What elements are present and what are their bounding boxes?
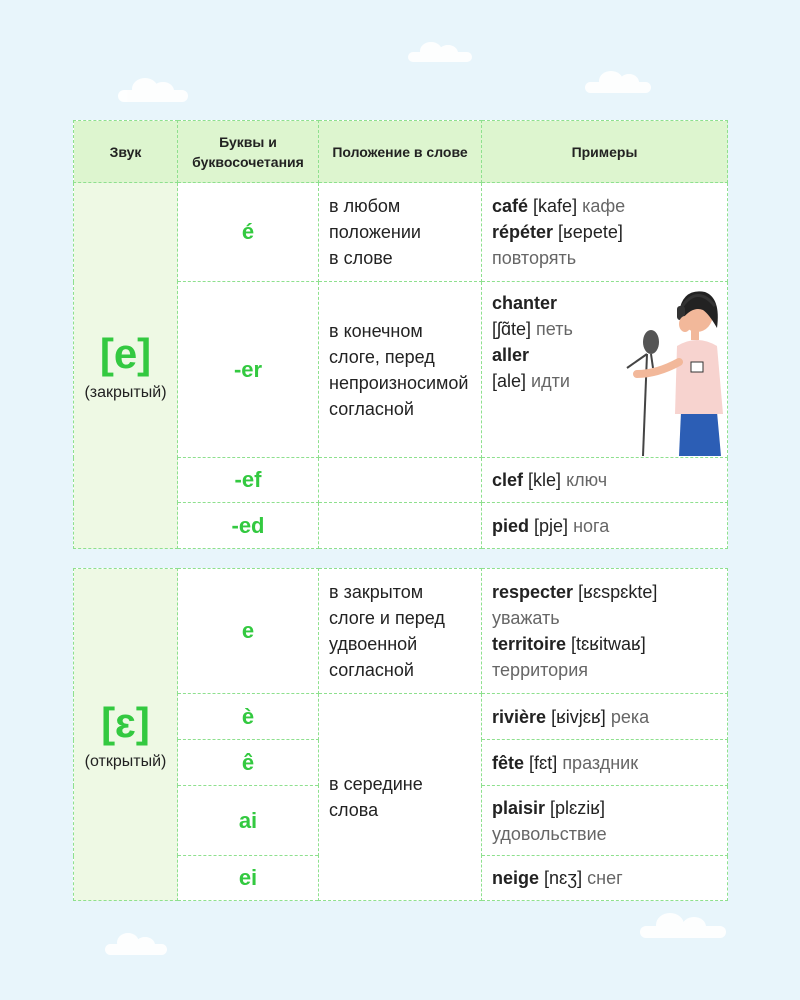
sound-cell-open xyxy=(74,569,178,901)
example-word: territoire xyxy=(492,634,567,654)
example-ipa: [pje] xyxy=(534,515,569,536)
example-word: fête xyxy=(492,752,525,773)
example-translation: кафе xyxy=(582,196,626,216)
example-ipa: [kle] xyxy=(528,470,562,490)
examples-cell xyxy=(482,503,728,549)
header-position: Положение в слове xyxy=(319,121,482,183)
header-letters: Буквы и буквосочетания xyxy=(178,121,319,183)
table-row xyxy=(74,183,728,282)
example-word: café xyxy=(492,196,529,216)
cloud-icon xyxy=(105,944,167,955)
example-translation: идти xyxy=(531,371,570,391)
singer-illustration xyxy=(617,284,727,456)
letters-cell: è xyxy=(178,694,319,740)
closed-e-table xyxy=(73,120,728,549)
example-word: aller xyxy=(492,345,530,365)
sound-symbol: [e] xyxy=(99,329,152,377)
example-word: pied xyxy=(492,515,530,536)
position-cell: в конечном слоге, перед непроизносимой согласной xyxy=(319,282,482,458)
position-cell: в любом положении в слове xyxy=(319,183,482,282)
position-cell xyxy=(319,458,482,503)
position-cell: в закрытом слоге и перед удвоенной согласной xyxy=(319,569,482,694)
letters-cell: ei xyxy=(178,856,319,901)
example-translation: уважать xyxy=(492,608,560,628)
examples-cell xyxy=(482,786,728,856)
example-word: plaisir xyxy=(492,797,546,818)
example-translation: река xyxy=(610,706,650,727)
sound-note: (открытый) xyxy=(84,752,167,770)
example-word: respecter xyxy=(492,582,574,602)
example-translation: нога xyxy=(573,515,610,536)
example-ipa: [plɛziʁ] xyxy=(550,797,606,818)
header-examples: Примеры xyxy=(482,121,728,183)
examples-cell xyxy=(482,569,728,694)
examples-cell xyxy=(482,694,728,740)
example-word: neige xyxy=(492,868,540,888)
example-ipa: [ʁivjɛʁ] xyxy=(551,706,606,727)
position-cell xyxy=(319,503,482,549)
examples-cell xyxy=(482,458,728,503)
sound-cell-closed xyxy=(74,183,178,549)
letters-cell: é xyxy=(178,183,319,282)
example-ipa: [ʃɑ̃te] xyxy=(492,319,532,339)
example-translation: ключ xyxy=(566,470,608,490)
header-sound: Звук xyxy=(74,121,178,183)
example-ipa: [ʁepete] xyxy=(558,222,623,242)
example-word: répéter xyxy=(492,222,554,242)
example-ipa: [fɛt] xyxy=(529,752,558,773)
example-ipa: [ʁɛspɛkte] xyxy=(578,582,658,602)
table-header-row xyxy=(74,121,728,183)
example-translation: снег xyxy=(587,868,623,888)
example-word: clef xyxy=(492,470,524,490)
sound-note: (закрытый) xyxy=(84,383,167,401)
letters-cell: ê xyxy=(178,740,319,786)
example-translation: удовольствие xyxy=(492,823,607,844)
example-translation: праздник xyxy=(562,752,639,773)
sound-symbol: [ɛ] xyxy=(101,698,150,746)
position-cell: в середине слова xyxy=(319,694,482,901)
example-ipa: [kafe] xyxy=(533,196,578,216)
example-word: chanter xyxy=(492,293,558,313)
table-row xyxy=(74,569,728,694)
letters-cell: ai xyxy=(178,786,319,856)
example-translation: территория xyxy=(492,660,588,680)
cloud-icon xyxy=(640,926,726,938)
examples-cell xyxy=(482,856,728,901)
letters-cell: -ed xyxy=(178,503,319,549)
examples-cell xyxy=(482,740,728,786)
example-word: rivière xyxy=(492,706,547,727)
cloud-icon xyxy=(408,52,472,62)
example-translation: повторять xyxy=(492,248,577,268)
example-ipa: [ale] xyxy=(492,371,527,391)
cloud-icon xyxy=(585,82,651,93)
letters-cell: e xyxy=(178,569,319,694)
examples-cell xyxy=(482,282,728,458)
example-translation: петь xyxy=(536,319,573,339)
example-ipa: [nɛʒ] xyxy=(544,868,583,888)
letters-cell: -er xyxy=(178,282,319,458)
examples-cell xyxy=(482,183,728,282)
open-e-table xyxy=(73,568,728,901)
cloud-icon xyxy=(118,90,188,102)
example-ipa: [tɛʁitwaʁ] xyxy=(571,634,646,654)
letters-cell: -ef xyxy=(178,458,319,503)
